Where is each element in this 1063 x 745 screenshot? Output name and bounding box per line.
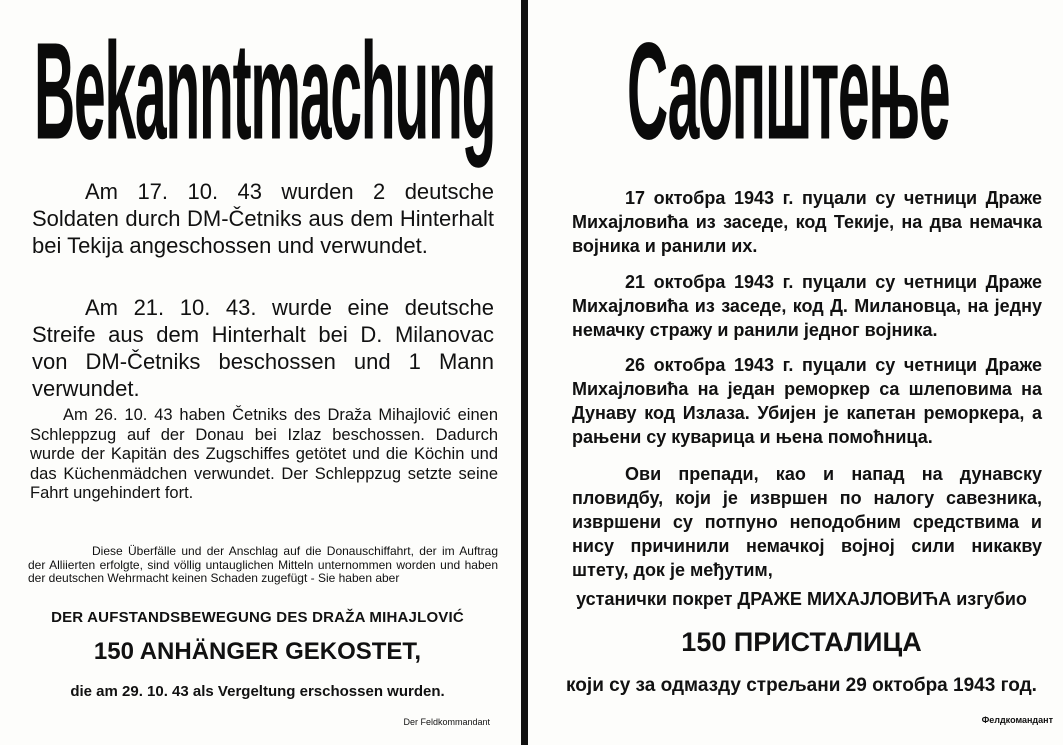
- german-paragraph-3: Am 26. 10. 43 haben Četniks des Draža Mihajlović einen Schleppzug auf der Donau bei Izlaz beschossen. Dadurch wurde der Kapitän des Zugschiffes getötet und die Köchin und das Küchenmädchen verwundet. Der Schleppzug setzte seine Fahrt ungehindert fort.: [30, 406, 498, 502]
- column-divider: [521, 0, 528, 745]
- serbian-signature: Фелдкомандант: [981, 715, 1053, 725]
- serbian-closing-line-1: устанички покрет ДРАЖЕ МИХАЈЛОВИЋА изгубио: [576, 589, 1027, 609]
- german-headline: Bekanntmachung: [34, 15, 496, 169]
- serbian-paragraph-2: 21 октобра 1943 г. пуцали су четници Драже Михајловића из заседе, код Д. Милановца, на једну немачку стражу и ранили једног војника.: [572, 272, 1042, 340]
- serbian-column: [540, 0, 1063, 745]
- german-paragraph-1: Am 17. 10. 43 wurden 2 deutsche Soldaten durch DM-Četniks aus dem Hinterhalt bei Tekija angeschossen und verwundet.: [32, 179, 494, 258]
- serbian-paragraph-1: 17 октобра 1943 г. пуцали су четници Драже Михајловића из заседе, код Текије, на два немачка војника и ранили их.: [572, 188, 1042, 256]
- german-closing-line-1: DER AUFSTANDSBEWEGUNG DES DRAŽA MIHAJLOVIĆ: [51, 609, 464, 626]
- serbian-closing-line-2: 150 ПРИСТАЛИЦА: [681, 627, 922, 657]
- serbian-paragraph-4: Ови препади, као и напад на дунавску пловидбу, који је извршен по налогу савезника, извршени су потпуно неподобним средствима и нису причинили немачкој војној сили никакву штету, док је међутим,: [572, 464, 1042, 580]
- german-signature: Der Feldkommandant: [403, 717, 490, 727]
- german-column: [0, 0, 515, 745]
- serbian-closing-line-3: који су за одмазду стрељани 29 октобра 1943 год.: [566, 675, 1037, 696]
- serbian-paragraph-3: 26 октобра 1943 г. пуцали су четници Драже Михајловића на један реморкер са шлеповима на Дунаву код Излаза. Убијен је капетан реморкера, а рањени су куварица и њена помоћница.: [572, 355, 1042, 447]
- serbian-headline: Саопштење: [627, 15, 950, 169]
- german-paragraph-4: Diese Überfälle und der Anschlag auf die Donauschiffahrt, der im Auftrag der Alliierten erfolgte, sind völlig untauglichen Mitteln unternommen worden und haben der deutschen Wehrmacht keinen Schaden zugefügt - Sie haben aber: [28, 544, 498, 585]
- german-paragraph-2: Am 21. 10. 43. wurde eine deutsche Streife aus dem Hinterhalt bei D. Milanovac von DM-Četniks beschossen und 1 Mann verwundet.: [32, 295, 494, 401]
- german-closing-line-2: 150 ANHÄNGER GEKOSTET,: [93, 638, 422, 665]
- german-closing-line-3: die am 29. 10. 43 als Vergeltung erschossen wurden.: [70, 683, 445, 700]
